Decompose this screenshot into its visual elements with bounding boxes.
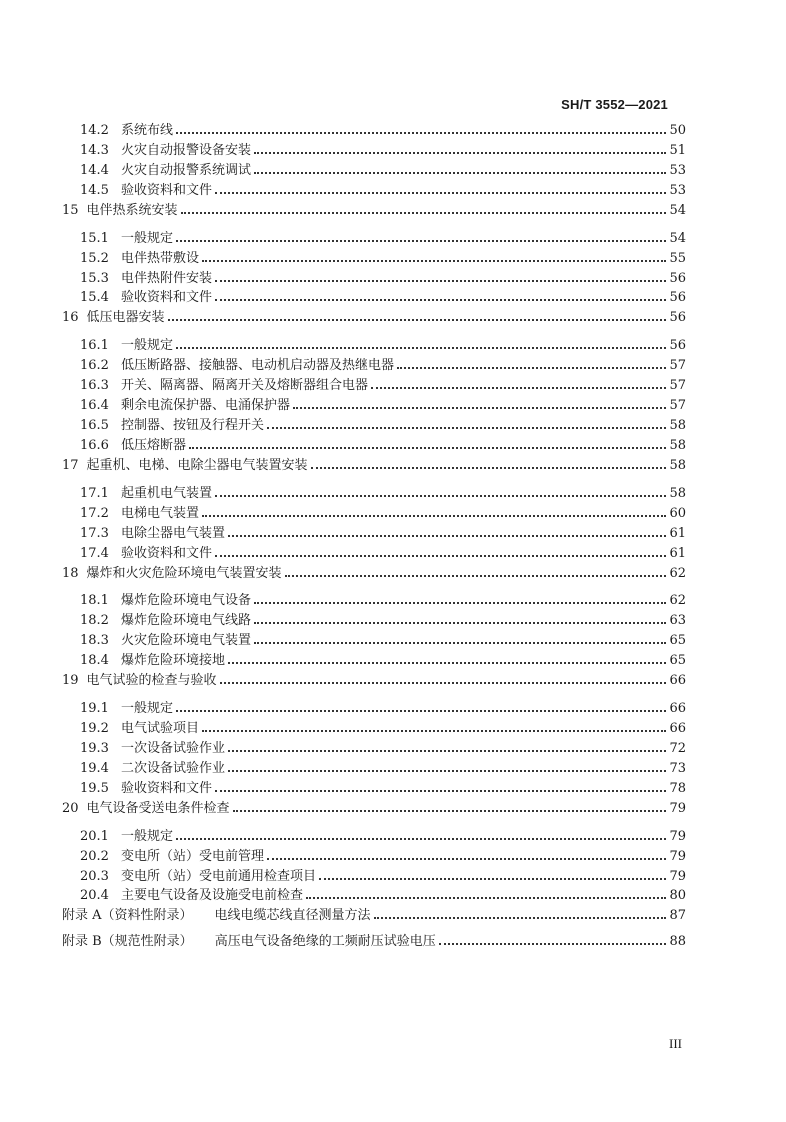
toc-entry-number: 20.2 — [80, 848, 109, 864]
toc-entry-title: 高压电气设备绝缘的工频耐压试验电压 — [214, 934, 436, 950]
toc-entry-number: 20.3 — [80, 868, 109, 884]
toc-entry-title: 一般规定 — [121, 230, 174, 246]
dot-leader — [228, 749, 666, 752]
toc-entry-number: 19.3 — [80, 740, 109, 756]
dot-leader — [371, 386, 666, 389]
toc-entry-title: 低压熔断器 — [121, 437, 187, 453]
toc-entry-title: 低压电器安装 — [86, 310, 165, 326]
toc-entry-number: 17 — [62, 457, 79, 473]
dot-leader — [176, 346, 666, 349]
toc-entry[interactable] — [80, 231, 686, 247]
toc-entry-number: 15.1 — [80, 230, 109, 246]
dot-leader — [215, 279, 666, 282]
dot-leader — [181, 211, 667, 214]
dot-leader — [267, 426, 666, 429]
toc-entry[interactable] — [80, 781, 686, 797]
dot-leader — [397, 366, 666, 369]
toc-entry-page: 51 — [669, 142, 686, 158]
dot-leader — [176, 239, 666, 242]
toc-entry[interactable] — [80, 338, 686, 354]
toc-entry-page: 65 — [669, 653, 686, 669]
toc-entry-title: 起重机电气装置 — [121, 485, 213, 501]
toc-entry-number: 17.3 — [80, 525, 109, 541]
toc-entry-page: 63 — [669, 613, 686, 629]
toc-entry-title: 电伴热附件安装 — [121, 270, 213, 286]
toc-entry-page: 79 — [669, 848, 686, 864]
toc-entry-page: 72 — [669, 740, 686, 756]
toc-entry[interactable] — [80, 143, 686, 159]
toc-entry[interactable] — [80, 290, 686, 306]
dot-leader — [285, 574, 667, 577]
toc-entry-title: 一般规定 — [121, 338, 174, 354]
toc-entry[interactable] — [80, 593, 686, 609]
toc-entry-title: 验收资料和文件 — [121, 290, 213, 306]
dot-leader — [176, 131, 666, 134]
toc-entry-page: 57 — [669, 398, 686, 414]
toc-entry-title: 一次设备试验作业 — [121, 740, 226, 756]
dot-leader — [233, 809, 667, 812]
toc-entry-title: 电伴热系统安装 — [86, 202, 178, 218]
toc-entry-number: 16.1 — [80, 338, 109, 354]
toc-entry-title: 验收资料和文件 — [121, 545, 213, 561]
toc-entry-page: 56 — [669, 290, 686, 306]
dot-leader — [202, 729, 666, 732]
toc-entry[interactable] — [80, 653, 686, 669]
toc-entry-title: 开关、隔离器、隔离开关及熔断器组合电器 — [121, 378, 369, 394]
toc-entry-number: 14.3 — [80, 142, 109, 158]
toc-entry[interactable] — [62, 801, 686, 817]
toc-entry-number: 16.6 — [80, 437, 109, 453]
dot-leader — [202, 259, 666, 262]
toc-entry-title: 爆炸危险环境接地 — [121, 653, 226, 669]
toc-entry-number: 19.2 — [80, 721, 109, 737]
toc-entry[interactable] — [80, 358, 686, 374]
dot-leader — [254, 621, 666, 624]
toc-entry[interactable] — [80, 546, 686, 562]
toc-entry-number: 19.5 — [80, 780, 109, 796]
toc-entry-number: 18.2 — [80, 613, 109, 629]
toc-entry-page: 55 — [669, 250, 686, 266]
toc-entry-number: 18.1 — [80, 593, 109, 609]
toc-entry-page: 58 — [669, 418, 686, 434]
toc-entry-title: 系统布线 — [121, 123, 174, 138]
toc-entry-number: 14.5 — [80, 182, 109, 198]
toc-entry[interactable] — [62, 908, 686, 924]
toc-entry-number: 16.5 — [80, 418, 109, 434]
toc-entry-number: 19.1 — [80, 701, 109, 717]
toc-entry-title: 验收资料和文件 — [121, 780, 213, 796]
toc-entry-number: 15 — [62, 202, 79, 218]
dot-leader — [293, 406, 666, 409]
toc-entry-title: 电伴热带敷设 — [121, 250, 200, 266]
toc-entry-page: 58 — [669, 485, 686, 501]
dot-leader — [176, 709, 666, 712]
toc-entry-title: 爆炸危险环境电气设备 — [121, 593, 252, 609]
toc-entry-title: 验收资料和文件 — [121, 182, 213, 198]
toc-entry-number: 20.4 — [80, 888, 109, 904]
dot-leader — [439, 942, 667, 945]
toc-entry-title: 一般规定 — [121, 701, 174, 717]
toc-entry-number: 18.3 — [80, 633, 109, 649]
toc-entry-page: 54 — [669, 230, 686, 246]
toc-entry[interactable] — [62, 934, 686, 950]
dot-leader — [267, 857, 666, 860]
toc-entry-number: 14.4 — [80, 162, 109, 178]
toc-entry[interactable] — [80, 486, 686, 502]
toc-entry[interactable] — [80, 183, 686, 199]
dot-leader — [228, 534, 666, 537]
toc-entry-number: 17.2 — [80, 505, 109, 521]
dot-leader — [220, 681, 667, 684]
toc-entry-number: 18.4 — [80, 653, 109, 669]
toc-entry-title: 剩余电流保护器、电涌保护器 — [121, 398, 291, 414]
toc-entry-page: 60 — [669, 505, 686, 521]
toc-entry[interactable] — [80, 526, 686, 542]
toc-entry[interactable] — [80, 251, 686, 267]
toc-entry-number: 15.4 — [80, 290, 109, 306]
toc-entry[interactable] — [80, 398, 686, 414]
toc-entry-number: 17.1 — [80, 485, 109, 501]
page-folio: III — [669, 1036, 682, 1051]
toc-entry[interactable] — [80, 761, 686, 777]
toc-entry-number: 16 — [62, 310, 79, 326]
toc-entry[interactable] — [80, 613, 686, 629]
toc-entry[interactable] — [80, 163, 686, 179]
toc-entry[interactable] — [80, 888, 686, 904]
toc-entry-title: 电气试验的检查与验收 — [86, 673, 217, 689]
toc-entry-number: 15.2 — [80, 250, 109, 266]
toc-entry[interactable] — [62, 566, 686, 582]
toc-entry-title: 低压断路器、接触器、电动机启动器及热继电器 — [121, 358, 395, 374]
toc-entry-title: 火灾自动报警设备安装 — [121, 142, 252, 158]
dot-leader — [319, 877, 666, 880]
toc-entry-number: 18 — [62, 565, 79, 581]
toc-entry-page: 65 — [669, 633, 686, 649]
dot-leader — [254, 641, 666, 644]
toc-entry[interactable] — [80, 506, 686, 522]
dot-leader — [215, 191, 666, 194]
toc-entry-number: 16.4 — [80, 398, 109, 414]
toc-entry-page: 57 — [669, 358, 686, 374]
standard-number: SH/T 3552—2021 — [561, 97, 668, 112]
toc-entry-title: 起重机、电梯、电除尘器电气装置安装 — [86, 457, 308, 473]
dot-leader — [228, 661, 666, 664]
toc-entry-number: 16.2 — [80, 358, 109, 374]
toc-entry-page: 73 — [669, 760, 686, 776]
toc-entry-page: 58 — [669, 437, 686, 453]
dot-leader — [254, 151, 666, 154]
dot-leader — [215, 789, 666, 792]
toc-entry-title: 电气试验项目 — [121, 721, 200, 737]
toc-entry-page: 66 — [669, 721, 686, 737]
dot-leader — [228, 769, 666, 772]
toc-entry-number: 14.2 — [80, 123, 109, 138]
toc-entry-title: 电线电缆芯线直径测量方法 — [214, 908, 371, 924]
toc-entry-number: 20.1 — [80, 828, 109, 844]
toc-entry-number: 19.4 — [80, 760, 109, 776]
toc-entry-page: 50 — [669, 123, 686, 138]
dot-leader — [176, 837, 666, 840]
toc-entry[interactable] — [80, 741, 686, 757]
toc-entry-page: 80 — [669, 888, 686, 904]
toc-entry-title: 变电所（站）受电前通用检查项目 — [121, 868, 317, 884]
toc-entry-title: 电气设备受送电条件检查 — [86, 800, 230, 816]
toc-entry[interactable] — [62, 203, 686, 219]
toc-entry-page: 57 — [669, 378, 686, 394]
toc-entry-title: 电梯电气装置 — [121, 505, 200, 521]
toc-entry-page: 79 — [669, 868, 686, 884]
dot-leader — [215, 494, 666, 497]
toc-entry[interactable] — [80, 701, 686, 717]
dot-leader — [254, 171, 666, 174]
dot-leader — [215, 298, 666, 301]
toc-entry-page: 56 — [669, 338, 686, 354]
toc-entry-page: 58 — [669, 457, 686, 473]
dot-leader — [254, 601, 666, 604]
toc-entry-page: 53 — [669, 162, 686, 178]
toc-entry-number: 20 — [62, 800, 79, 816]
toc-entry-title: 火灾自动报警系统调试 — [121, 162, 252, 178]
toc-entry-title: 爆炸和火灾危险环境电气装置安装 — [86, 565, 282, 581]
dot-leader — [202, 514, 666, 517]
toc-entry-number: 15.3 — [80, 270, 109, 286]
toc-entry[interactable] — [80, 418, 686, 434]
toc-entry[interactable] — [80, 378, 686, 394]
toc-entry-page: 62 — [669, 565, 686, 581]
dot-leader — [306, 896, 666, 899]
dot-leader — [374, 916, 667, 919]
table-of-contents — [62, 123, 686, 960]
toc-entry-page: 66 — [669, 701, 686, 717]
toc-entry-title: 变电所（站）受电前管理 — [121, 848, 265, 864]
toc-entry-page: 79 — [669, 800, 686, 816]
toc-entry-title: 二次设备试验作业 — [121, 760, 226, 776]
dot-leader — [189, 446, 666, 449]
dot-leader — [311, 466, 667, 469]
toc-entry-page: 79 — [669, 828, 686, 844]
toc-entry-page: 56 — [669, 270, 686, 286]
toc-entry-title: 主要电气设备及设施受电前检查 — [121, 888, 304, 904]
toc-entry-page: 78 — [669, 780, 686, 796]
toc-entry-title: 火灾危险环境电气装置 — [121, 633, 252, 649]
toc-entry[interactable] — [80, 438, 686, 454]
toc-entry-title: 电除尘器电气装置 — [121, 525, 226, 541]
toc-entry-page: 88 — [669, 934, 686, 950]
toc-entry[interactable] — [80, 869, 686, 885]
toc-entry-page: 54 — [669, 202, 686, 218]
toc-appendix-tag: 附录 A（资料性附录） — [62, 908, 193, 924]
toc-entry[interactable] — [62, 310, 686, 326]
toc-entry-page: 87 — [669, 908, 686, 924]
toc-entry[interactable] — [80, 633, 686, 649]
toc-entry-title: 一般规定 — [121, 828, 174, 844]
dot-leader — [215, 554, 666, 557]
toc-entry-page: 56 — [669, 310, 686, 326]
toc-entry[interactable] — [80, 721, 686, 737]
toc-entry[interactable] — [80, 829, 686, 845]
toc-entry-title: 控制器、按钮及行程开关 — [121, 418, 265, 434]
toc-entry-page: 66 — [669, 673, 686, 689]
toc-entry[interactable] — [80, 123, 686, 139]
dot-leader — [168, 318, 667, 321]
toc-entry-page: 53 — [669, 182, 686, 198]
toc-entry[interactable] — [80, 271, 686, 287]
toc-entry-page: 61 — [669, 525, 686, 541]
toc-entry[interactable] — [62, 673, 686, 689]
toc-entry-page: 61 — [669, 545, 686, 561]
toc-entry-number: 17.4 — [80, 545, 109, 561]
toc-entry-number: 19 — [62, 673, 79, 689]
toc-entry-title: 爆炸危险环境电气线路 — [121, 613, 252, 629]
toc-entry-page: 62 — [669, 593, 686, 609]
toc-appendix-tag: 附录 B（规范性附录） — [62, 934, 193, 950]
toc-entry-number: 16.3 — [80, 378, 109, 394]
toc-entry[interactable] — [80, 849, 686, 865]
toc-entry[interactable] — [62, 458, 686, 474]
